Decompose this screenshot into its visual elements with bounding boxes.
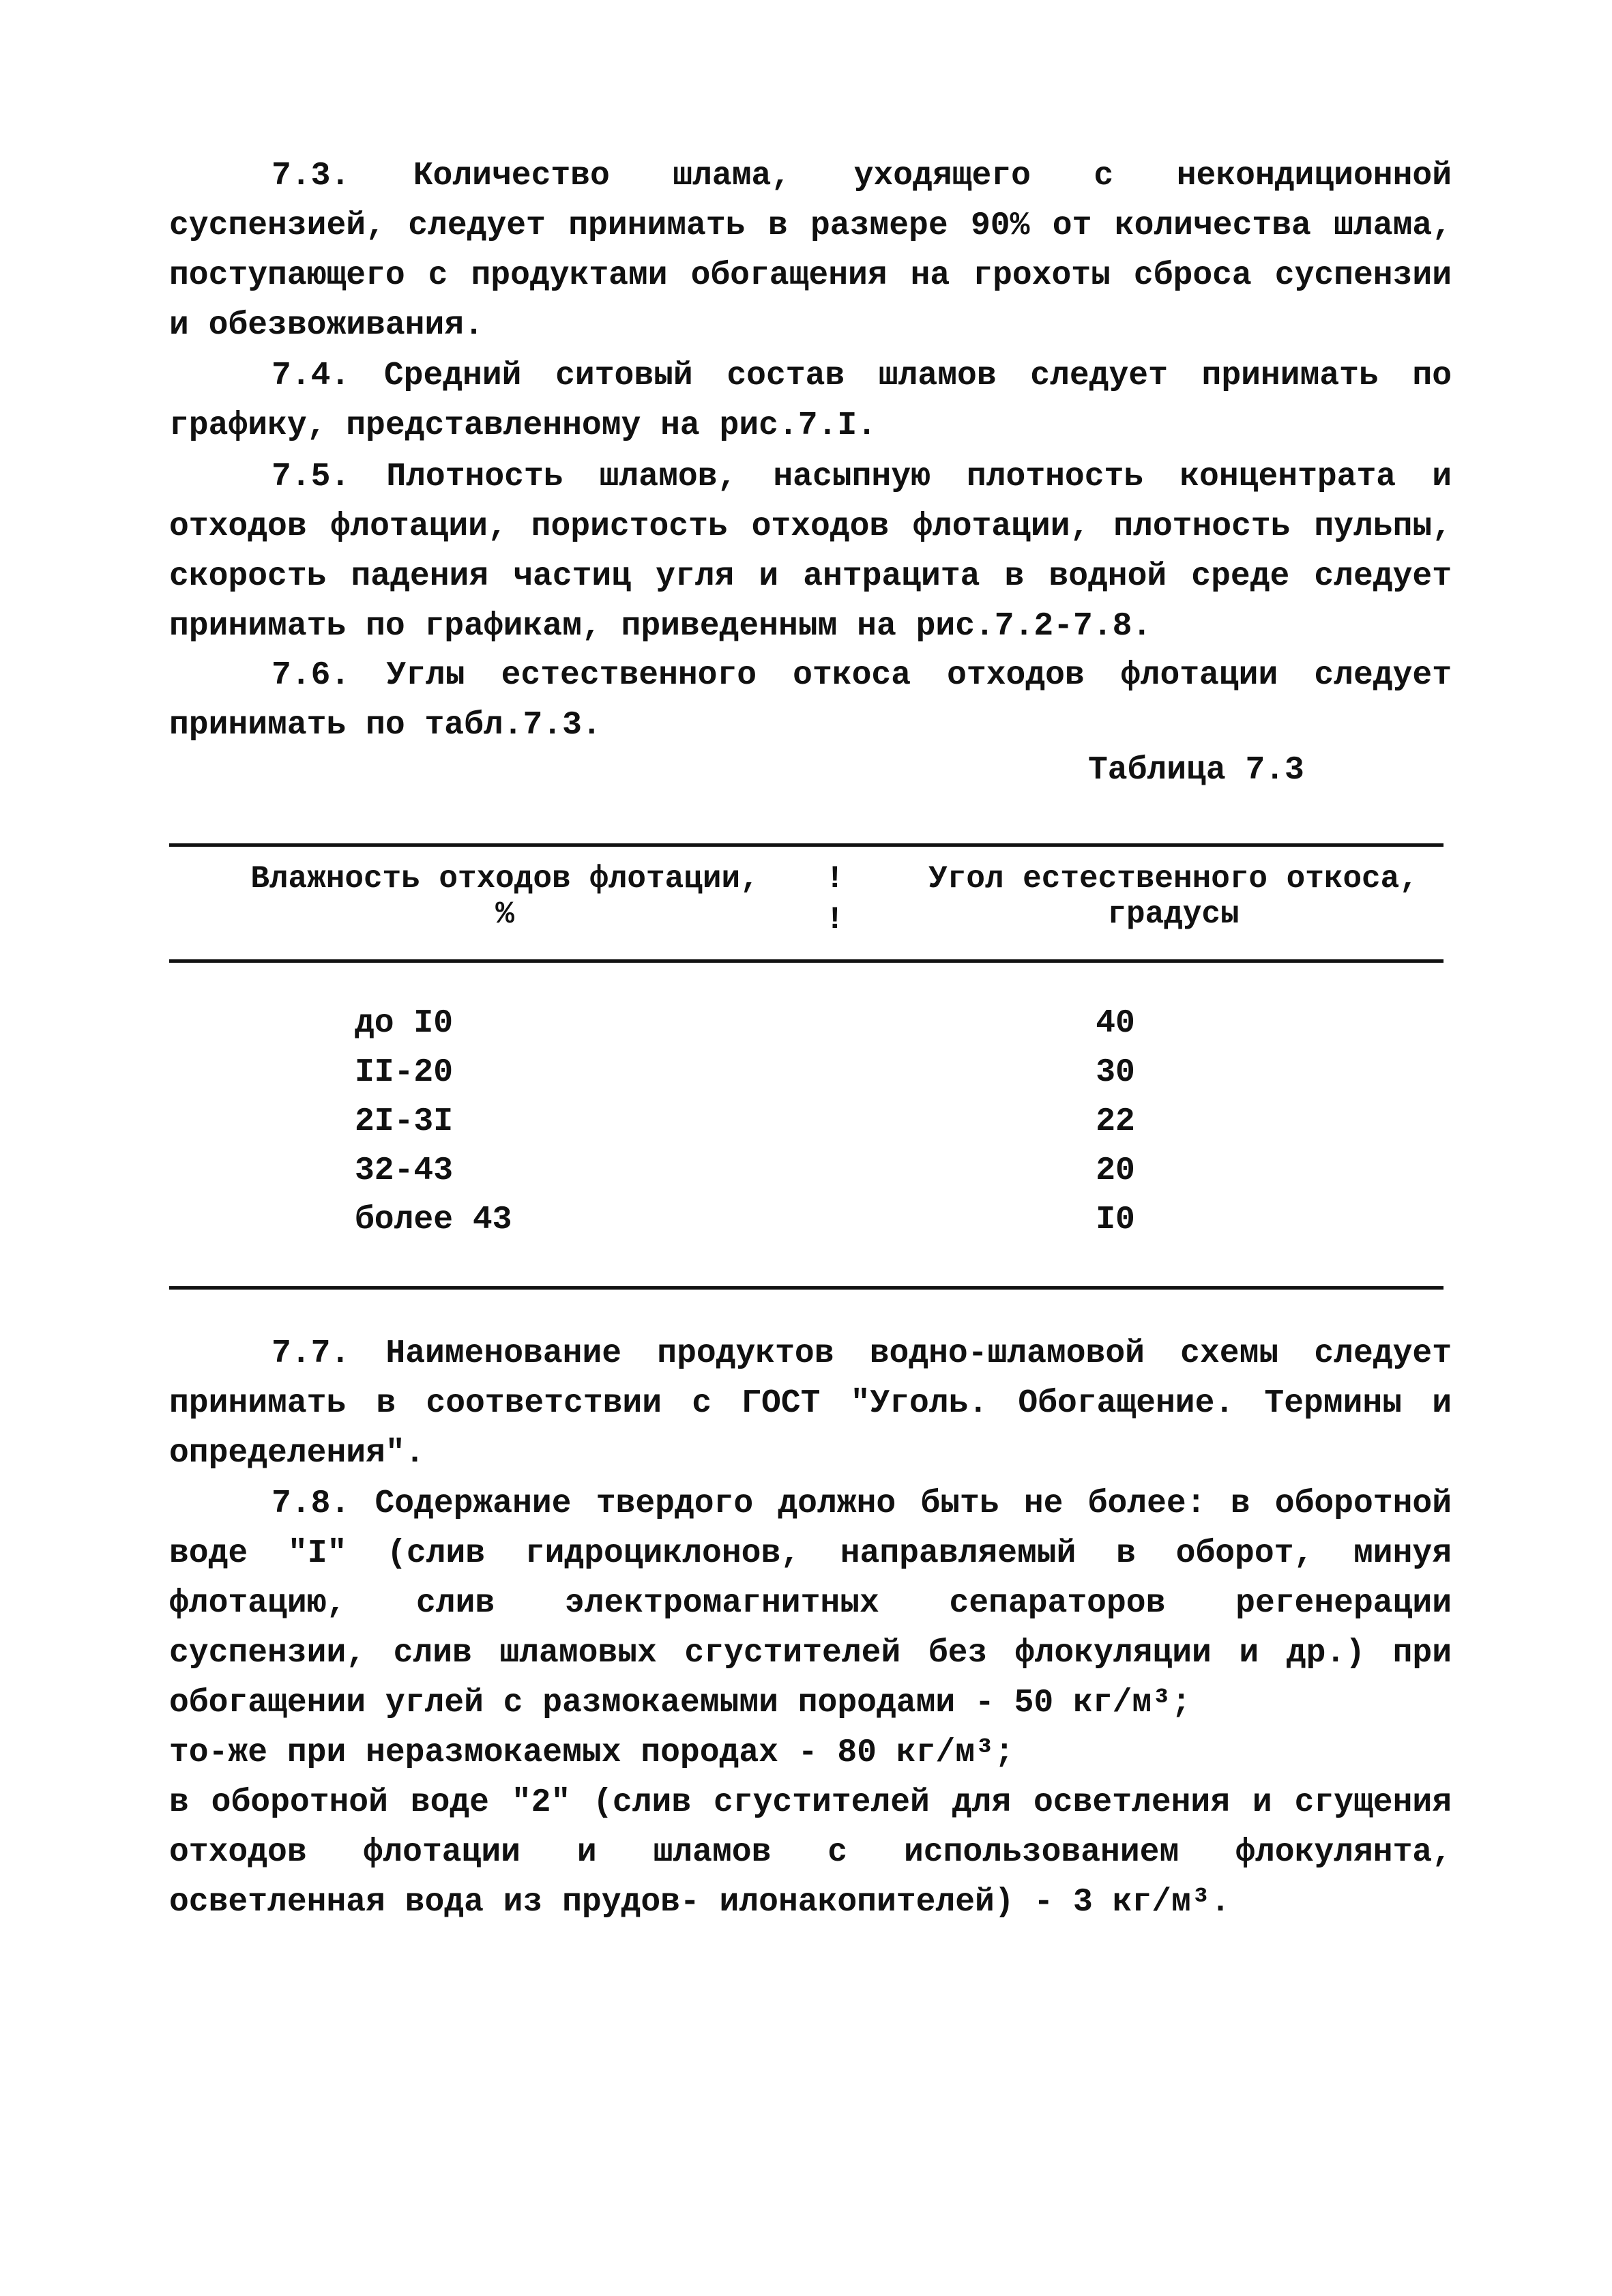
table-header-angle-line2: градусы: [1107, 897, 1240, 932]
table-header-angle: [880, 861, 1467, 932]
paragraph-7-4: [169, 351, 1452, 451]
paragraph-7-4-text: 7.4. Средний ситовый состав шламов следует принимать по графику, представленному на рис.7.I.: [169, 358, 1452, 444]
table-header-moisture-line2: %: [495, 897, 514, 932]
paragraph-7-7: [169, 1329, 1452, 1479]
paragraph-7-3: [169, 151, 1452, 351]
paragraph-7-3-text: 7.3. Количество шлама, уходящего с некондиционной суспензией, следует принимать в размере 90% от количества шлама, поступающего с продуктами обогащения на грохоты сброса суспензии и обезвоживания.: [169, 158, 1452, 344]
table-header-separator-1: !: [825, 861, 845, 897]
paragraph-7-7-text: 7.7. Наименование продуктов водно-шламовой схемы следует принимать в соответствии с ГОСТ "Уголь. Обогащение. Термины и определения".: [169, 1335, 1452, 1472]
paragraph-7-6: [169, 651, 1452, 751]
table-cell-moisture: II-20: [355, 1054, 454, 1091]
paragraph-7-8-text: 7.8. Содержание твердого должно быть не более: в оборотной воде "I" (слив гидроциклонов, направляемый в оборот, минуя флотацию, слив электромагнитных сепараторов регенерации суспензии, слив шламовых сгустителей без флокуляции и др.) при обогащении углей с размокаемыми породами - 50 кг/м³; то-же при неразмокаемых породах - 80 кг/м³; в оборотной воде "2" (слив сгустителей для осветления и сгущения отходов флотации и шламов с использованием флокулянта, осветленная вода из прудов- илонакопителей) - 3 кг/м³.: [169, 1485, 1452, 1921]
table-cell-angle: 22: [1096, 1103, 1135, 1140]
table-cell-moisture: более 43: [355, 1202, 512, 1238]
table-header-separator-2: !: [825, 902, 845, 938]
table-bottom-rule: [169, 1286, 1444, 1290]
table-cell-moisture: 2I-3I: [355, 1103, 454, 1140]
table-header-moisture: [205, 861, 805, 932]
table-cell-moisture: до I0: [355, 1005, 454, 1042]
table-cell-angle: I0: [1096, 1202, 1135, 1238]
table-top-rule: [169, 843, 1444, 847]
table-cell-angle: 30: [1096, 1054, 1135, 1091]
table-header-rule: [169, 959, 1444, 963]
paragraph-7-8: [169, 1479, 1452, 1928]
table-caption: Таблица 7.3: [1088, 752, 1304, 789]
table-header-angle-line1: Угол естественного откоса,: [928, 861, 1418, 897]
paragraph-7-6-text: 7.6. Углы естественного откоса отходов флотации следует принимать по табл.7.3.: [169, 657, 1452, 744]
table-cell-moisture: 32-43: [355, 1152, 454, 1189]
paragraph-7-5: [169, 452, 1452, 652]
paragraph-7-5-text: 7.5. Плотность шламов, насыпную плотность концентрата и отходов флотации, пористость отходов флотации, плотность пульпы, скорость падения частиц угля и антрацита в водной среде следует принимать по графикам, приведенным на рис.7.2-7.8.: [169, 459, 1452, 645]
table-cell-angle: 40: [1096, 1005, 1135, 1042]
table-header-moisture-line1: Влажность отходов флотации,: [250, 861, 759, 897]
table-cell-angle: 20: [1096, 1152, 1135, 1189]
